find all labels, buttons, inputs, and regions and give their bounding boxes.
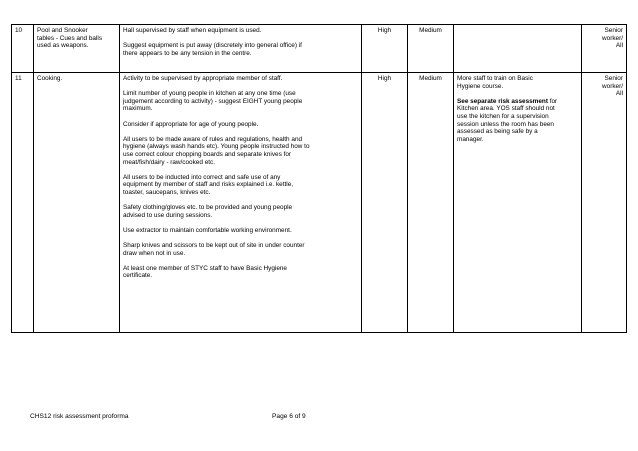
control-measure: Suggest equipment is put away (discretely into general office) if there appears to be any tension in the centre. — [123, 42, 302, 57]
responsible-person — [582, 25, 627, 73]
further-action-suffix: for — [547, 97, 558, 105]
responsible-person — [582, 73, 627, 333]
residual-risk-rating: Medium — [408, 25, 454, 73]
control-measure: All users to be inducted into correct and safe use of any equipment by member of staff and risks explained i.e. kettle, toaster, saucepans, knives etc. — [123, 173, 294, 196]
control-measure: Activity to be supervised by appropriate member of staff. — [123, 75, 283, 82]
hazard-cell — [34, 73, 120, 333]
further-action-text: Kitchen area. YOS staff should not use the kitchen for a supervision session unless the room has been assessed as being safe by a manager. — [457, 105, 555, 143]
footer-document-name: CHS12 risk assessment proforma — [30, 413, 129, 420]
risk-rating: High — [362, 73, 408, 333]
further-action-line — [457, 98, 578, 106]
hazard-cell — [34, 25, 120, 73]
control-measure: At least one member of STYC staff to have Basic Hygiene certificate. — [123, 264, 287, 280]
risk-assessment-table — [11, 24, 627, 333]
control-measure: Sharp knives and scissors to be kept out of site in under counter draw when not in use. — [123, 242, 305, 257]
control-measures-cell — [120, 73, 362, 333]
control-measure: All users to be made aware of rules and regulations, health and hygiene (always wash hands etc). Young people instructed how to use correct colour chopping boards and separate knives for meat/fish/dairy - raw/cooked etc. — [123, 135, 310, 166]
control-measure: Consider if appropriate for age of young people. — [123, 120, 259, 128]
further-action-cell — [454, 25, 582, 73]
table-row — [12, 73, 627, 333]
hazard-line: tables - Cues and balls — [37, 34, 103, 42]
further-action-cell — [454, 73, 582, 333]
responsible-text: Senior worker/ All — [602, 75, 623, 98]
table-row — [12, 25, 627, 73]
residual-risk-rating: Medium — [408, 73, 454, 333]
hazard-line: Cooking. — [37, 75, 63, 82]
further-action-text: More staff to train on Basic Hygiene course. — [457, 75, 533, 90]
hazard-line: used as weapons. — [37, 42, 89, 50]
control-measure: Limit number of young people in kitchen at any one time (use judgement according to activity) - suggest EIGHT young people maximum. — [123, 90, 303, 113]
control-measures-cell — [120, 25, 362, 73]
hazard-line: Pool and Snooker — [37, 27, 88, 34]
responsible-text: Senior worker/ All — [602, 27, 623, 50]
footer-page-number: Page 6 of 9 — [272, 413, 306, 420]
control-measure: Use extractor to maintain comfortable working environment. — [123, 226, 292, 234]
risk-rating: High — [362, 25, 408, 73]
row-number: 10 — [12, 25, 34, 73]
control-measure: Hall supervised by staff when equipment is used. — [123, 27, 262, 34]
control-measure: Safety clothing/gloves etc. to be provided and young people advised to use during sessions. — [123, 204, 293, 219]
separate-assessment-note: See separate risk assessment — [457, 97, 548, 105]
row-number: 11 — [12, 73, 34, 333]
